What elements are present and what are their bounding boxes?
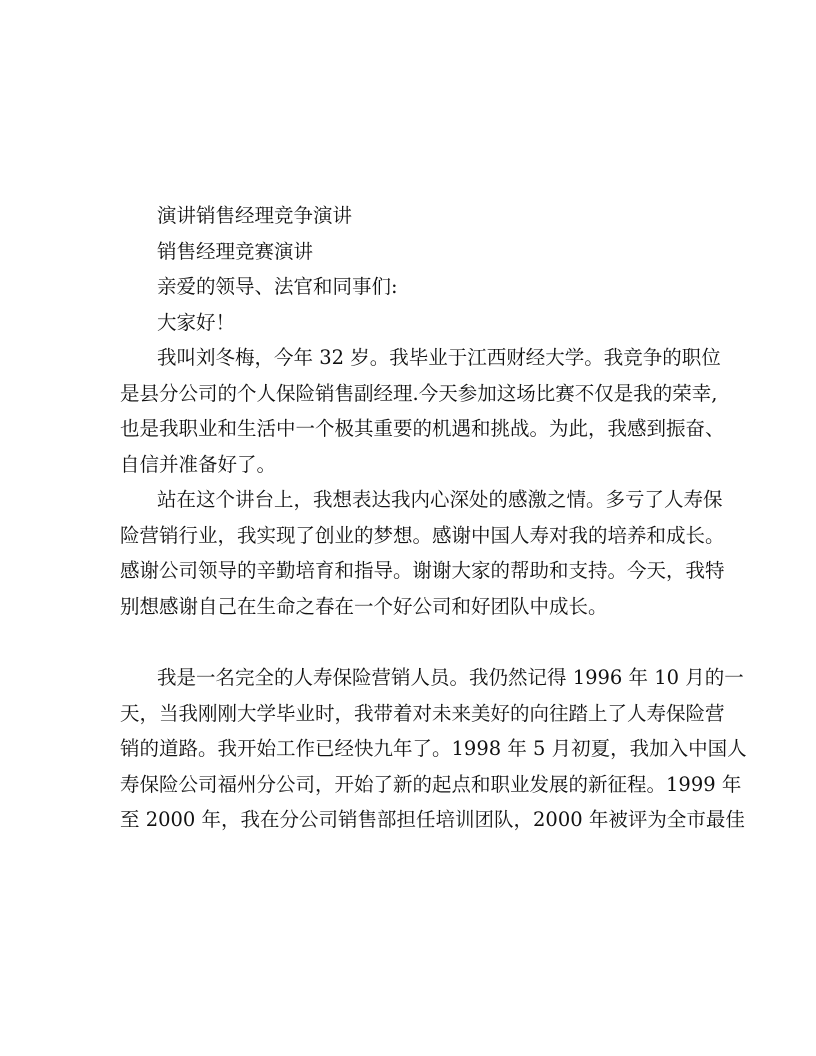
paragraph-line: 天，当我刚刚大学毕业时，我带着对未来美好的向往踏上了人寿保险营 [120, 701, 725, 725]
paragraph-line: 我是一名完全的人寿保险营销人员。我仍然记得 1996 年 10 月的一 [157, 666, 744, 689]
paragraph-line: 是县分公司的个人保险销售副经理.今天参加这场比赛不仅是我的荣幸, [120, 381, 718, 405]
paragraph-career [120, 660, 747, 838]
paragraph-line: 感谢公司领导的辛勤培育和指导。谢谢大家的帮助和支持。今天，我特 [120, 559, 725, 582]
paragraph-line: 别想感谢自己在生命之春在一个好公司和好团队中成长。 [120, 594, 608, 618]
paragraph-line: 自信并准备好了。 [120, 452, 277, 476]
paragraph-line: 站在这个讲台上，我想表达我内心深处的感激之情。多亏了人寿保 [157, 488, 723, 511]
document-subtitle: 销售经理竞赛演讲 [157, 239, 314, 263]
paragraph-line: 销的道路。我开始工作已经快九年了。1998 年 5 月初夏，我加入中国人 [120, 737, 747, 760]
paragraph-gratitude [120, 482, 725, 624]
document-title: 演讲销售经理竞争演讲 [157, 204, 353, 227]
paragraph-line: 我叫刘冬梅，今年 32 岁。我毕业于江西财经大学。我竞争的职位 [157, 346, 721, 369]
paragraph-line: 险营销行业，我实现了创业的梦想。感谢中国人寿对我的培养和成长。 [120, 523, 725, 547]
document-page [120, 198, 747, 838]
paragraph-line: 至 2000 年，我在分公司销售部担任培训团队，2000 年被评为全市最佳 [120, 808, 745, 831]
salutation: 亲爱的领导、法官和同事们: [157, 275, 398, 298]
paragraph-spacer [120, 624, 698, 660]
greeting: 大家好！ [157, 310, 236, 334]
paragraph-line: 寿保险公司福州分公司，开始了新的起点和职业发展的新征程。1999 年 [120, 772, 742, 796]
paragraph-line: 也是我职业和生活中一个极其重要的机遇和挑战。为此，我感到振奋、 [120, 417, 725, 440]
paragraph-introduction [120, 340, 725, 482]
